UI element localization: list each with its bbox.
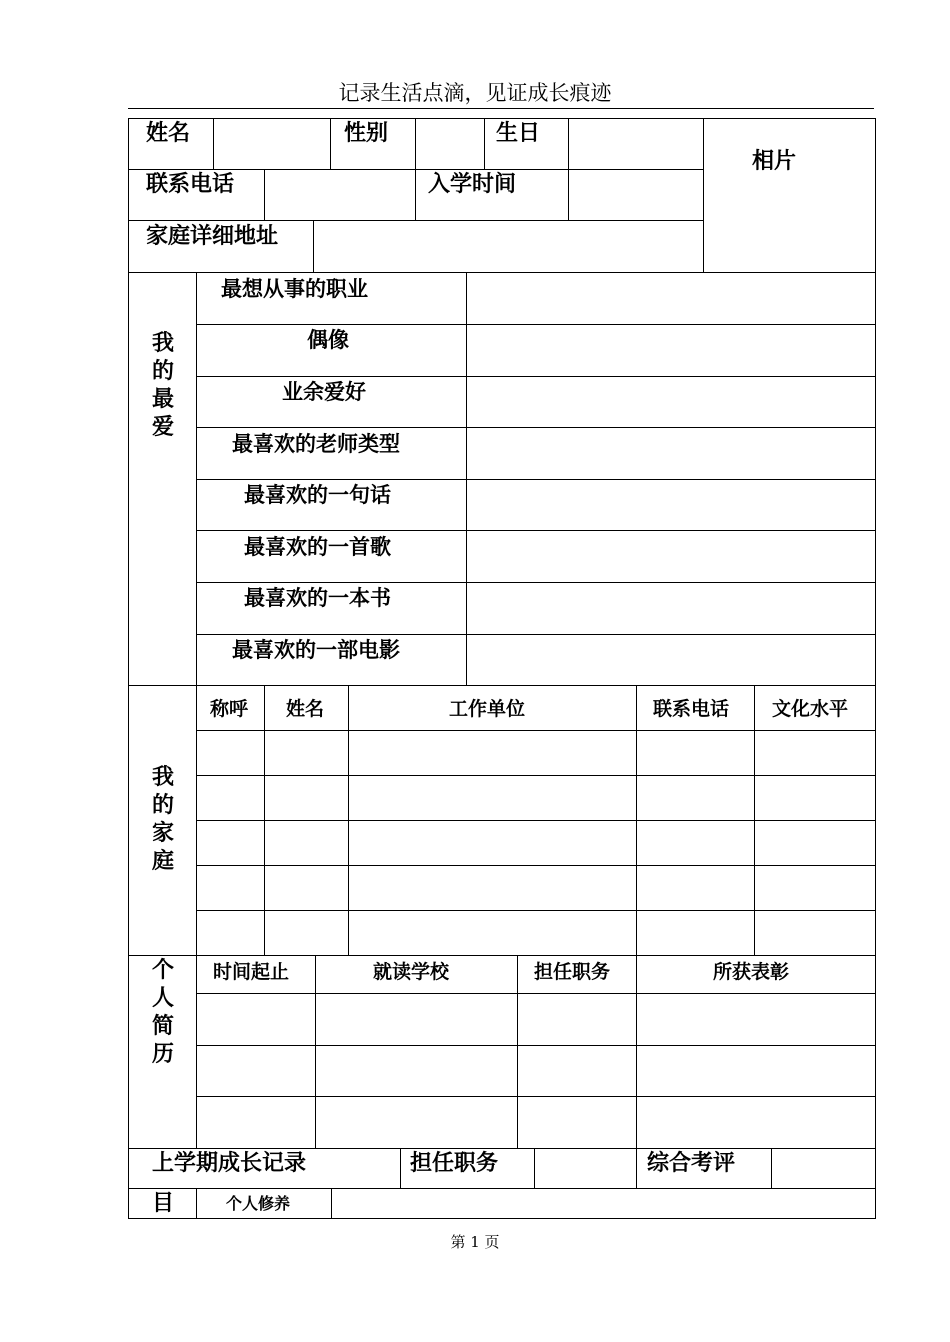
resume-col-period: 时间起止	[213, 961, 290, 983]
rule	[400, 1148, 401, 1189]
family-row[interactable]	[197, 731, 875, 775]
favorite-career-field[interactable]	[467, 273, 875, 324]
growth-evaluation-label: 综合考评	[647, 1151, 736, 1176]
address-field[interactable]	[314, 221, 703, 272]
enroll-date-label: 入学时间	[428, 172, 517, 197]
gender-field[interactable]	[416, 119, 484, 169]
frame-left	[128, 118, 129, 1219]
birthday-field[interactable]	[569, 119, 703, 169]
favorite-teacher-label: 最喜欢的老师类型	[232, 432, 400, 456]
resume-row[interactable]	[197, 1097, 875, 1148]
favorite-movie-label: 最喜欢的一部电影	[232, 638, 400, 662]
favorite-song-field[interactable]	[467, 531, 875, 582]
rule	[128, 955, 876, 956]
favorite-book-field[interactable]	[467, 583, 875, 634]
page-header-title: 记录生活点滴，见证成长痕迹	[338, 81, 612, 105]
family-row[interactable]	[197, 911, 875, 955]
rule	[128, 685, 876, 686]
rule	[128, 1148, 876, 1149]
favorite-teacher-field[interactable]	[467, 428, 875, 479]
favorite-idol-field[interactable]	[467, 325, 875, 376]
birthday-label: 生日	[496, 121, 541, 146]
favorite-book-label: 最喜欢的一本书	[244, 586, 391, 610]
favorite-idol-label: 偶像	[307, 328, 349, 352]
photo-label: 相片	[752, 149, 797, 174]
phone-label: 联系电话	[146, 172, 235, 197]
enroll-date-field[interactable]	[569, 170, 703, 220]
growth-duty-field[interactable]	[535, 1149, 636, 1188]
rule	[484, 118, 485, 170]
resume-section-label: 个人简历	[151, 958, 174, 1067]
resume-col-school: 就读学校	[373, 961, 450, 983]
family-row[interactable]	[197, 866, 875, 910]
phone-field[interactable]	[265, 170, 415, 220]
name-label: 姓名	[146, 121, 191, 146]
family-col-workplace: 工作单位	[449, 698, 526, 720]
favorite-quote-label: 最喜欢的一句话	[244, 483, 391, 507]
family-col-phone: 联系电话	[653, 698, 730, 720]
resume-row[interactable]	[197, 994, 875, 1045]
growth-record-label: 上学期成长记录	[152, 1151, 307, 1176]
growth-evaluation-field[interactable]	[772, 1149, 875, 1188]
rule	[636, 1148, 637, 1189]
favorite-movie-field[interactable]	[467, 635, 875, 685]
growth-item-label: 目	[152, 1191, 175, 1216]
cultivation-label: 个人修养	[226, 1194, 291, 1213]
photo-box[interactable]	[704, 119, 875, 272]
family-section-label: 我的家庭	[151, 765, 174, 874]
frame-bottom	[128, 1218, 876, 1219]
rule	[330, 118, 331, 170]
family-col-education: 文化水平	[772, 698, 849, 720]
growth-duty-label: 担任职务	[410, 1151, 499, 1176]
resume-col-duty: 担任职务	[534, 961, 611, 983]
resume-row[interactable]	[197, 1046, 875, 1096]
favorite-career-label: 最想从事的职业	[221, 277, 368, 301]
family-col-relation: 称呼	[210, 698, 249, 720]
family-row[interactable]	[197, 821, 875, 865]
cultivation-field[interactable]	[332, 1189, 875, 1218]
name-field[interactable]	[214, 119, 330, 169]
favorite-song-label: 最喜欢的一首歌	[244, 535, 391, 559]
rule	[415, 169, 416, 221]
gender-label: 性别	[344, 121, 389, 146]
favorite-quote-field[interactable]	[467, 480, 875, 530]
family-col-name: 姓名	[286, 698, 325, 720]
address-label: 家庭详细地址	[146, 224, 279, 249]
favorite-hobby-label: 业余爱好	[282, 380, 366, 404]
resume-col-awards: 所获表彰	[713, 961, 790, 983]
favorite-hobby-field[interactable]	[467, 377, 875, 427]
frame-right	[875, 118, 876, 1219]
family-row[interactable]	[197, 776, 875, 820]
favorites-section-label: 我的最爱	[151, 331, 174, 440]
page-number: 第 1 页	[450, 1233, 500, 1251]
